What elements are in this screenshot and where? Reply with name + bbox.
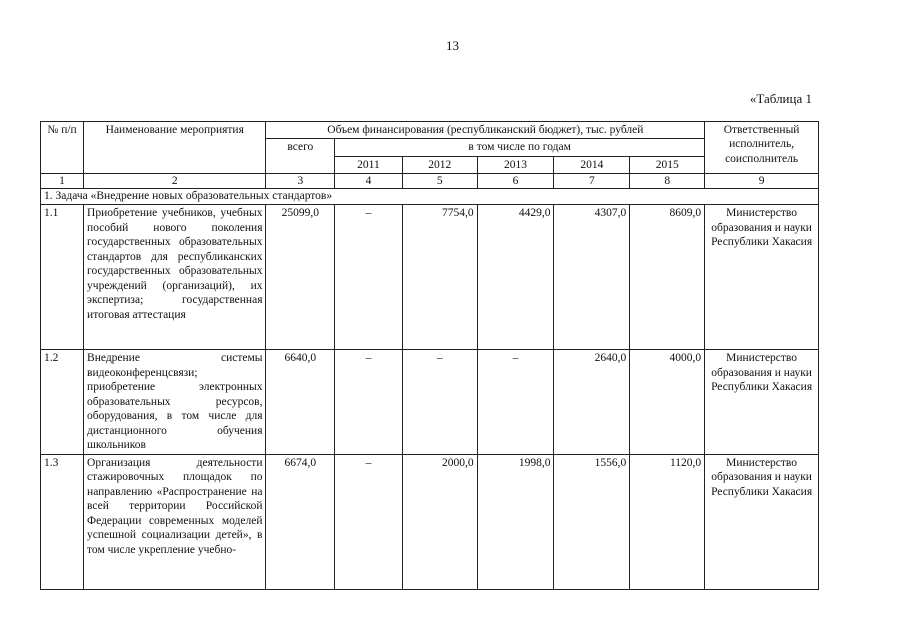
row-name: Внедрение системы видеоконференцсвязи; приобретение электронных образовательных ресурсов, оборудования, в том числе для дистанционного обучения школьников <box>84 350 266 454</box>
row-2014: 4307,0 <box>554 205 630 350</box>
row-2015: 4000,0 <box>630 350 705 454</box>
column-number: 8 <box>630 174 705 189</box>
header-by-years: в том числе по годам <box>335 139 705 156</box>
header-funding: Объем финансирования (республиканский бюджет), тыс. рублей <box>266 122 705 139</box>
row-number: 1.2 <box>41 350 84 454</box>
header-year-2015: 2015 <box>630 156 705 173</box>
row-2012: – <box>402 350 477 454</box>
column-number-row <box>41 174 819 189</box>
table-row <box>41 454 819 589</box>
row-name: Приобретение учебников, учебных пособий нового поколения государственных образовательных стандартов для республиканских государственных образовательных учреждений (организаций), их экспертиза; государственная итоговая аттестация <box>84 205 266 350</box>
row-2013: – <box>477 350 554 454</box>
row-2014: 2640,0 <box>554 350 630 454</box>
row-2013: 1998,0 <box>477 454 554 589</box>
page-number: 13 <box>446 38 459 53</box>
column-number: 7 <box>554 174 630 189</box>
task-title: 1. Задача «Внедрение новых образовательных стандартов» <box>41 189 819 205</box>
table-row <box>41 205 819 350</box>
row-2013: 4429,0 <box>477 205 554 350</box>
column-number: 9 <box>705 174 819 189</box>
row-2015: 1120,0 <box>630 454 705 589</box>
task-row <box>41 189 819 205</box>
column-number: 2 <box>84 174 266 189</box>
row-2015: 8609,0 <box>630 205 705 350</box>
header-year-2012: 2012 <box>402 156 477 173</box>
row-number: 1.1 <box>41 205 84 350</box>
row-2014: 1556,0 <box>554 454 630 589</box>
column-number: 6 <box>477 174 554 189</box>
column-number: 4 <box>335 174 403 189</box>
header-total: всего <box>266 139 335 174</box>
row-2011: – <box>335 350 403 454</box>
table-caption: «Таблица 1 <box>749 91 812 106</box>
header-year-2011: 2011 <box>335 156 403 173</box>
row-name: Организация деятельности стажировочных площадок по направлению «Распространение на всей территории Российской Федерации современных моделей успешной социализации детей», в том числе укрепление учебно- <box>84 454 266 589</box>
row-2012: 2000,0 <box>402 454 477 589</box>
table-row <box>41 350 819 454</box>
column-number: 3 <box>266 174 335 189</box>
row-total: 25099,0 <box>266 205 335 350</box>
funding-table <box>40 121 819 590</box>
header-year-2014: 2014 <box>554 156 630 173</box>
header-number: № п/п <box>41 122 84 174</box>
row-2011: – <box>335 454 403 589</box>
header-year-2013: 2013 <box>477 156 554 173</box>
row-number: 1.3 <box>41 454 84 589</box>
column-number: 1 <box>41 174 84 189</box>
row-responsible: Министерство образования и науки Республики Хакасия <box>705 454 819 589</box>
column-number: 5 <box>402 174 477 189</box>
row-responsible: Министерство образования и науки Республики Хакасия <box>705 205 819 350</box>
header-name: Наименование мероприятия <box>84 122 266 174</box>
row-responsible: Министерство образования и науки Республики Хакасия <box>705 350 819 454</box>
row-2011: – <box>335 205 403 350</box>
row-total: 6640,0 <box>266 350 335 454</box>
row-total: 6674,0 <box>266 454 335 589</box>
header-responsible: Ответственный исполнитель, соисполнитель <box>705 122 819 174</box>
row-2012: 7754,0 <box>402 205 477 350</box>
